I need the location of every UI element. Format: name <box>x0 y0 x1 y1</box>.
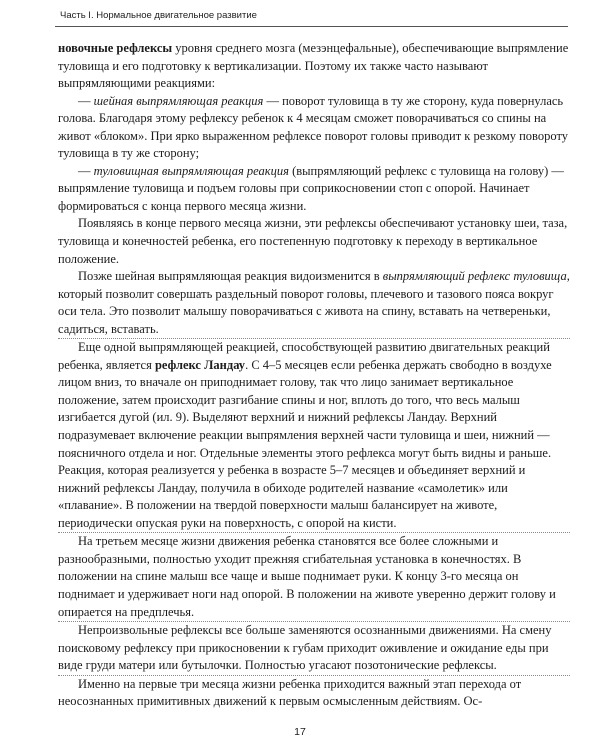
body-text <box>58 40 570 711</box>
paragraph-text: Позже шейная выпрямляющая реакция видоизменится в <box>78 269 383 284</box>
paragraph-first-months: Именно на первые три месяца жизни ребенка приходится важный этап перехода от неосознанных примитивных движений к первым осмысленным действиям. Ос- <box>58 676 522 709</box>
paragraph-text: уровня среднего мозга (мезэнцефальные), обеспечивающие выпрямление туловища и его подготовку к вертикализации. Поэтому их также часто называют выпрямляющими реакциями: <box>58 41 569 91</box>
paragraph-neck-reaction <box>58 93 570 163</box>
paragraph-text: . С 4–5 месяцев если ребенка держать свободно в воздухе лицом вниз, то вначале он приподнимает голову, так что лицо занимает вертикальное положение, затем происходит разгибание спины и ног, вплоть до того, что весь малыш изгибается дугой (ил. 9). Выделяют верхний и нижний рефлексы Ландау. Верхний подразумевает включение реакции выпрямления верхней части туловища и шеи, нижний — поясничного отдела и ног. Отдельные элементы этого рефлекса могут быть видны и раньше. Реакция, которая реализуется у ребенка в возрасте 5–7 месяцев и объединяет верхний и нижний рефлексы Ландау, получила в обиходе родителей название «самолетик» или «плавание». В положении на твердой поверхности малыш балансирует на животе, периодически опуская руки на поверхность, с опорой на кисти. <box>58 357 552 530</box>
dash: — <box>78 93 94 108</box>
paragraph-landau <box>58 338 570 533</box>
italic-term: туловищная выпрямляющая реакция <box>93 163 289 178</box>
paragraph-trunk-reflex <box>58 268 570 338</box>
header-rule <box>55 26 568 27</box>
italic-term: шейная выпрямляющая реакция <box>93 93 264 108</box>
paragraph-setup: Появляясь в конце первого месяца жизни, эти рефлексы обеспечивают установку шеи, таза, туловища и конечностей ребенка, его постепенную подготовку к переходу в вертикальное положение. <box>58 216 568 266</box>
paragraph-text: (выпрямляющий рефлекс с туловища на голову) — выпрямление туловища и подъем головы при соприкосновении стоп с опорой. Начинает формироваться с конца первого месяца жизни. <box>58 163 564 213</box>
bold-term: новочные рефлексы <box>58 41 173 55</box>
paragraph-text: — поворот туловища в ту же сторону, куда повернулась голова. Благодаря этому рефлексу ребенок к 4 месяцам сможет поворачиваться со спины на живот «блоком». При ярко выраженном рефлексе поворот головы приводит к резкому повороту туловища в ту же сторону; <box>58 93 568 161</box>
paragraph-text: , который позволит совершать раздельный поворот головы, плечевого и тазового пояса вокруг оси тела. Это позволит малышу поворачиваться с живота на спину, вставать на четвереньки, садиться, вставать. <box>58 269 570 336</box>
paragraph-text: Еще одной выпрямляющей реакцией, способствующей развитию двигательных реакций ребенка, является <box>58 340 550 372</box>
dash: — <box>78 163 94 178</box>
paragraph-involuntary: Непроизвольные рефлексы все больше заменяются осознанными движениями. На смену поисковому рефлексу при прикосновении к губам приходит оживление и ожидание еды при виде груди матери или бутылочки. Полностью угасают позотонические рефлексы. <box>58 621 570 676</box>
bold-term: рефлекс Ландау <box>154 357 246 372</box>
paragraph-third-month: На третьем месяце жизни движения ребенка становятся все более сложными и разнообразными, полностью уходит прежняя сгибательная установка в конечностях. В положении на спине малыш все чаще и выше поднимает руки. К концу 3-го месяца он поднимает и удерживает ноги над опорой. В положении на животе уверенно держит голову и опирается на предплечья. <box>58 534 556 619</box>
paragraph-reflexes-intro <box>58 40 570 93</box>
page-number: 17 <box>294 726 306 738</box>
running-head: Часть I. Нормальное двигательное развитие <box>60 10 257 21</box>
paragraph-trunk-reaction <box>58 163 570 216</box>
italic-term: выпрямляющий рефлекс туловища <box>382 269 567 284</box>
